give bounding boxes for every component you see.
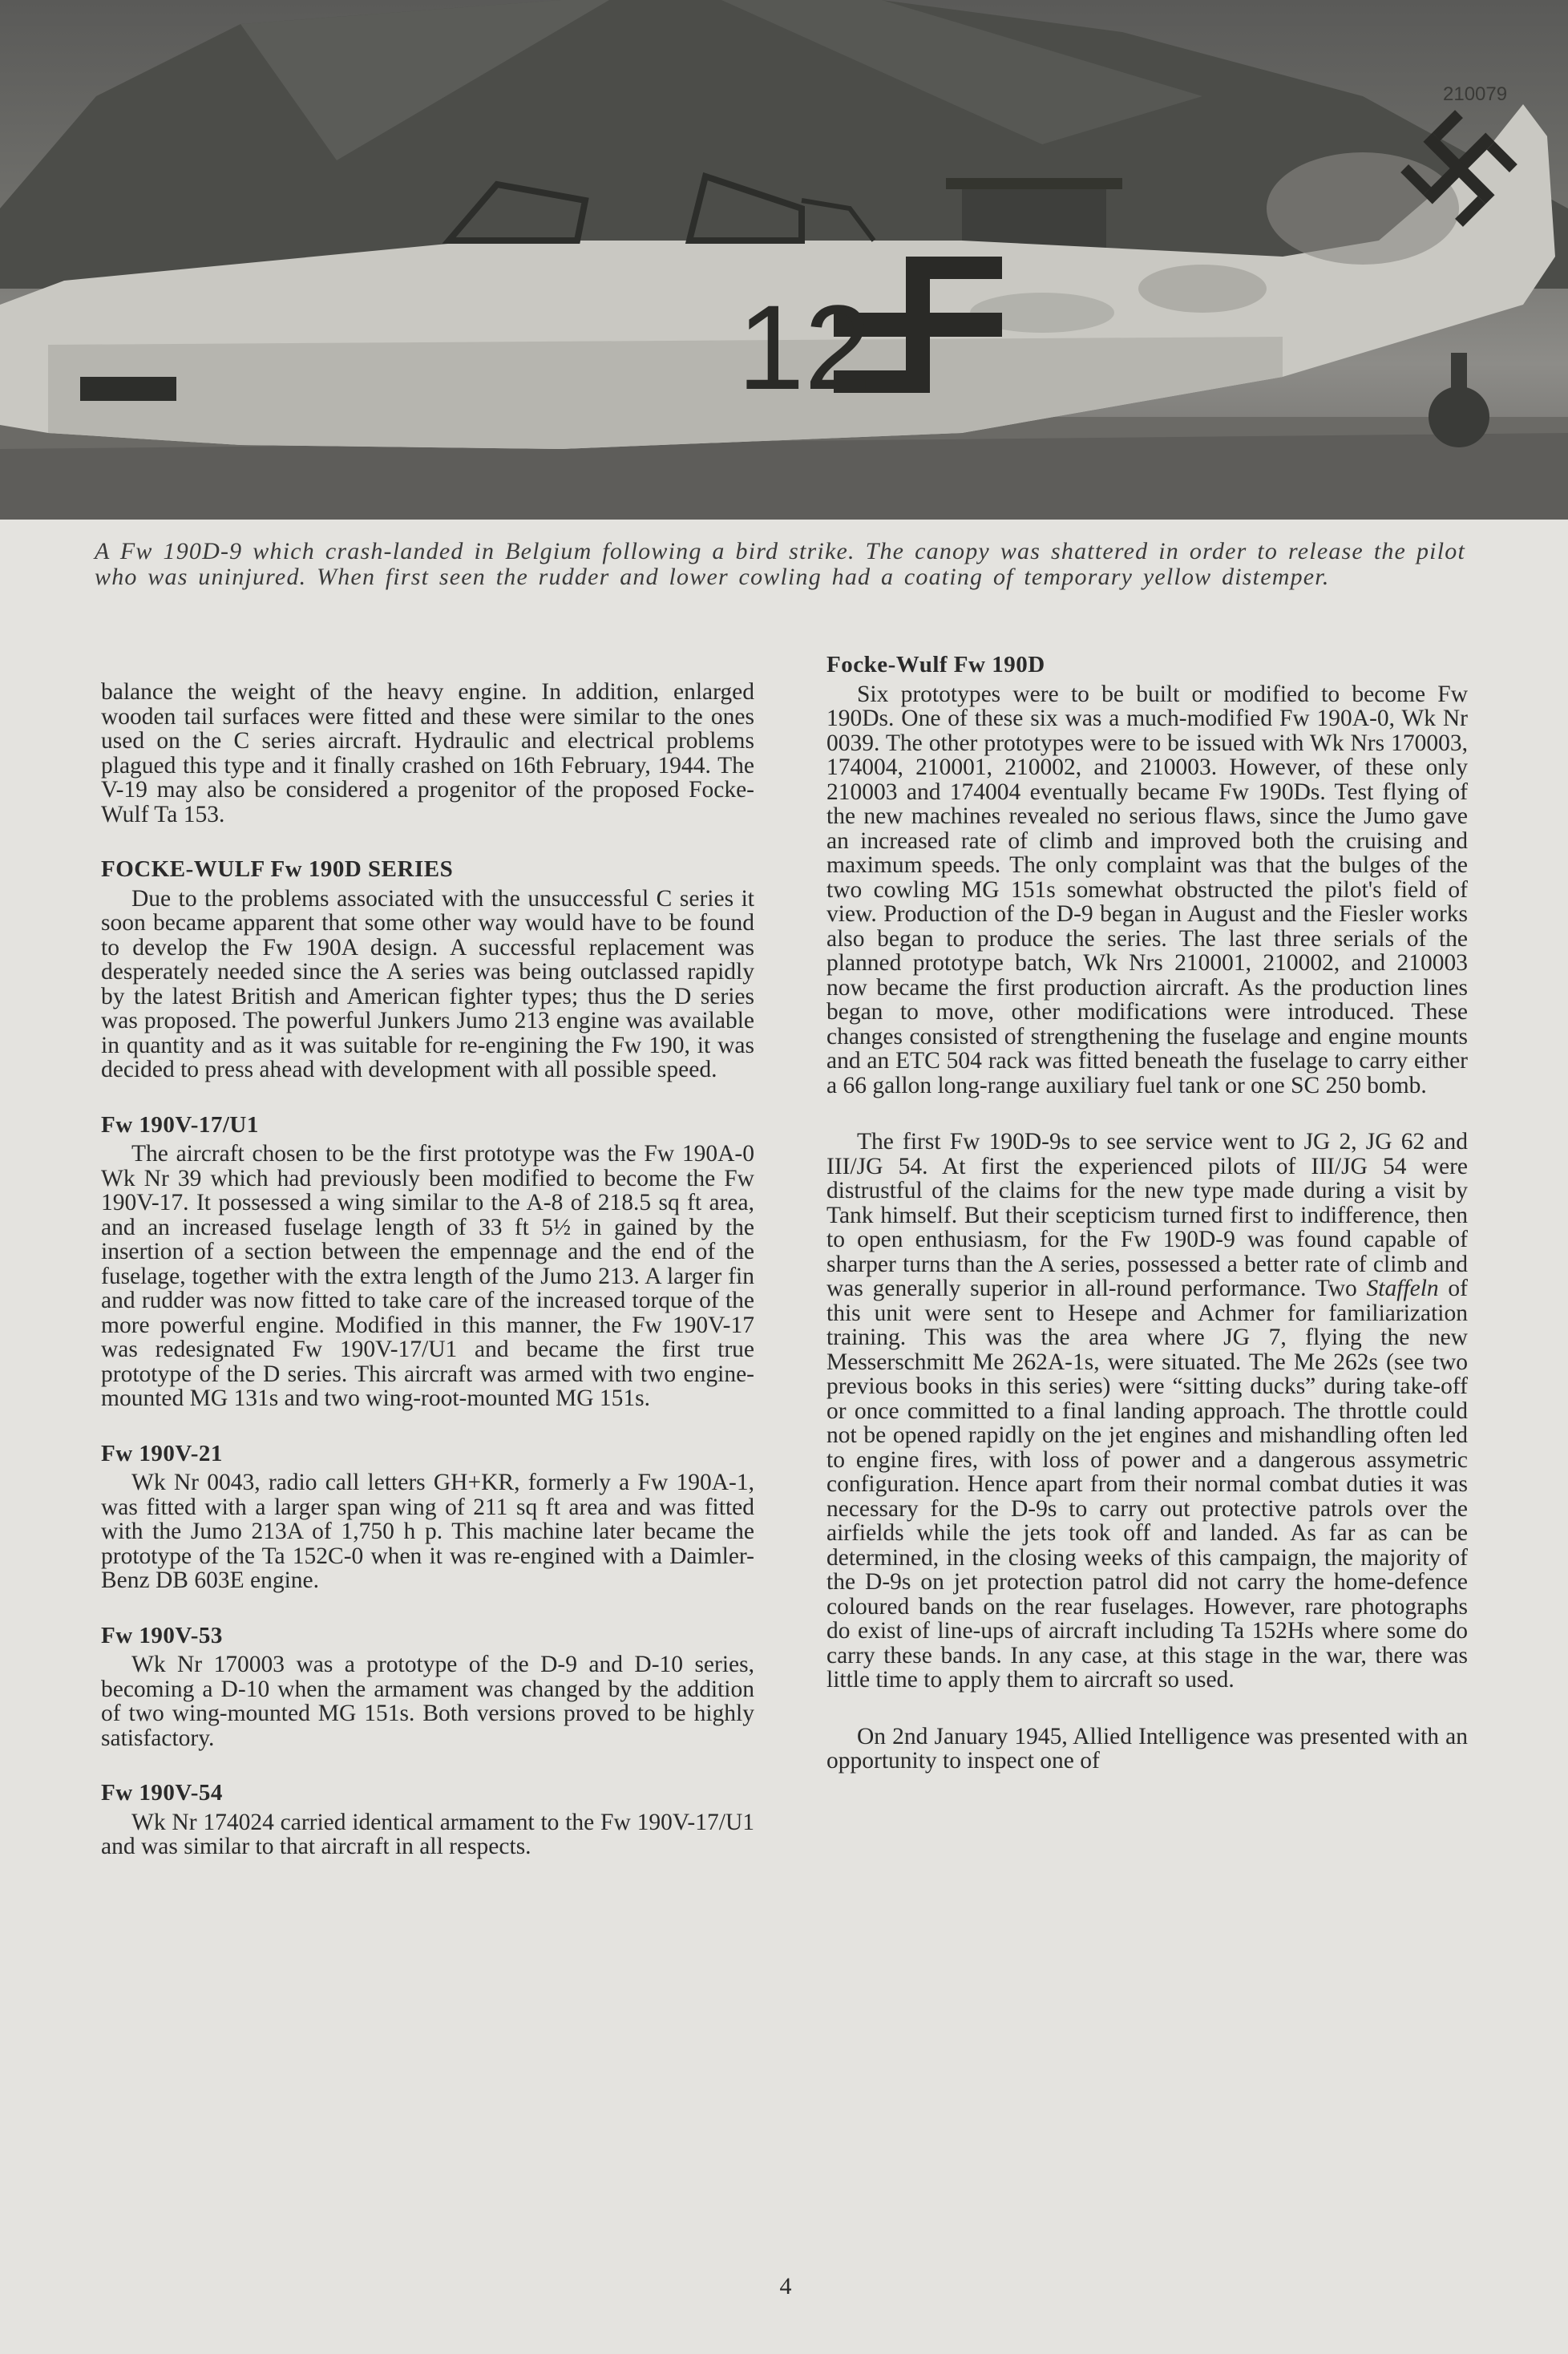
v17-paragraph: The aircraft chosen to be the first prototype was the Fw 190A-0 Wk Nr 39 which had previously been modified to become the Fw 190V-17. It possessed a wing similar to the A-8 of 218.5 sq ft area, and an increased fuselage length of 33 ft 5½ in gained by the insertion of a section between the empennage and the end of the fuselage, together with the extra length of the Jumo 213. A larger fin and rudder was now fitted to take care of the increased torque of the more powerful engine. Modified in this manner, the Fw 190V-17 was redesignated Fw 190V-17/U1 and became the first true prototype of the D series. This aircraft was armed with two engine-mounted MG 131s and two wing-root-mounted MG 151s. — [101, 1141, 754, 1411]
left-column — [101, 680, 754, 1871]
v21-heading: Fw 190V-21 — [101, 1440, 223, 1466]
v54-heading: Fw 190V-54 — [101, 1780, 223, 1806]
right-paragraph-1: Six prototypes were to be built or modified to become Fw 190Ds. One of these six was a much-modified Fw 190A-0, Wk Nr 0039. The other prototypes were to be issued with Wk Nrs 170003, 174004, 210001, 210002, and 210003. However, of these only 210003 and 174004 eventually became Fw 190Ds. Test flying of the new machines revealed no serious flaws, since the Jumo gave an increased rate of climb and improved both the cruising and maximum speeds. The only complaint was that the bulges of the two cowling MG 151s somewhat obstructed the pilot's field of view. Production of the D-9 began in August and the Fiesler works also began to produce the series. The last three serials of the planned prototype batch, Wk Nrs 210001, 210002, and 210003 now became the first production aircraft. As the production lines began to move, other modifications were introduced. These changes consisted of strengthening the fuselage and engine mounts and an ETC 504 rack was fitted beneath the fuselage to carry either a 66 gallon long-range auxiliary fuel tank or one SC 250 bomb. — [826, 681, 1468, 1098]
fuselage-number: 12 — [738, 280, 871, 415]
series-paragraph: Due to the problems associated with the unsuccessful C series it soon became apparent that some other way would have to be found to develop the Fw 190A design. A successful replacement was desperately needed since the A series was being outclassed rapidly by the latest British and American fighter types; thus the D series was proposed. The powerful Junkers Jumo 213 engine was available in quantity and as it was suitable for re-engining the Fw 190, it was decided to press ahead with development with all possible speed. — [101, 885, 754, 1082]
right-paragraph-3: On 2nd January 1945, Allied Intelligence was presented with an opportunity to inspect one of — [826, 1723, 1468, 1774]
right-paragraph-2 — [826, 1130, 1468, 1693]
series-heading: FOCKE-WULF Fw 190D SERIES — [101, 856, 454, 882]
right-heading: Focke-Wulf Fw 190D — [826, 652, 1045, 677]
v53-paragraph: Wk Nr 170003 was a prototype of the D-9 and D-10 series, becoming a D-10 when the armament was changed by the addition of two wing-mounted MG 151s. Both versions proved to be highly satisfactory. — [101, 1652, 754, 1751]
v17-heading: Fw 190V-17/U1 — [101, 1111, 259, 1138]
aircraft-photo — [0, 0, 1568, 520]
para2-text-after: of this unit were sent to Hesepe and Achmer for familiarization training. This was the area where JG 7, flying the new Messerschmitt Me 262A-1s, were situated. The Me 262s (see two previous books in this series) were “sitting ducks” during take-off or once committed to a final landing approach. The throttle could not be opened rapidly on the jet engines and mishandling often led to engine fires, with loss of power and a dangerous assymetric configuration. Hence apart from their normal combat duties it was necessary for the D-9s to carry out protective patrols over the airfields while the jets took off and landed. As far as can be determined, in the closing weeks of this campaign, the majority of the D-9s on jet protection patrol did not carry the home-defence coloured bands on the rear fuselages. However, rare photographs do exist of line-ups of aircraft including Ta 152Hs where some do carry these bands. In any case, at this stage in the war, there was little time to apply them to aircraft so used. — [826, 1276, 1468, 1693]
v21-paragraph: Wk Nr 0043, radio call letters GH+KR, formerly a Fw 190A-1, was fitted with a larger span wing of 211 sq ft area and was fitted with the Jumo 213A of 1,750 h p. This machine later became the prototype of the Ta 152C-0 when it was re-engined with a Daimler-Benz DB 603E engine. — [101, 1470, 754, 1593]
photo-caption: A Fw 190D-9 which crash-landed in Belgium following a bird strike. The canopy was shattered in order to release the pilot who was uninjured. When first seen the rudder and lower cowling had a coating of temporary yellow distemper. — [95, 538, 1465, 590]
v53-heading: Fw 190V-53 — [101, 1622, 223, 1648]
right-column — [826, 653, 1468, 1785]
aircraft-photo-illustration — [0, 0, 1568, 520]
v54-paragraph: Wk Nr 174024 carried identical armament to the Fw 190V-17/U1 and was similar to that aircraft in all respects. — [101, 1809, 754, 1859]
tail-serial: 210079 — [1443, 83, 1508, 105]
page-number: 4 — [779, 2273, 792, 2299]
intro-paragraph: balance the weight of the heavy engine. In addition, enlarged wooden tail surfaces were fitted and these were similar to the ones used on the C series aircraft. Hydraulic and electrical problems plagued this type and it finally crashed on 16th February, 1944. The V-19 may also be considered a progenitor of the proposed Focke-Wulf Ta 153. — [101, 679, 754, 827]
para2-italic-term: Staffeln — [1366, 1276, 1439, 1301]
para2-text-before: The first Fw 190D-9s to see service went to JG 2, JG 62 and III/JG 54. At first the experienced pilots of III/JG 54 were distrustful of the claims for the new type made during a visit by Tank himself. But their scepticism turned first to indifference, then to open enthusiasm, for the Fw 190D-9 was found capable of sharper turns than the A series, possessed a better rate of climb and was generally superior in all-round performance. Two — [826, 1129, 1468, 1301]
